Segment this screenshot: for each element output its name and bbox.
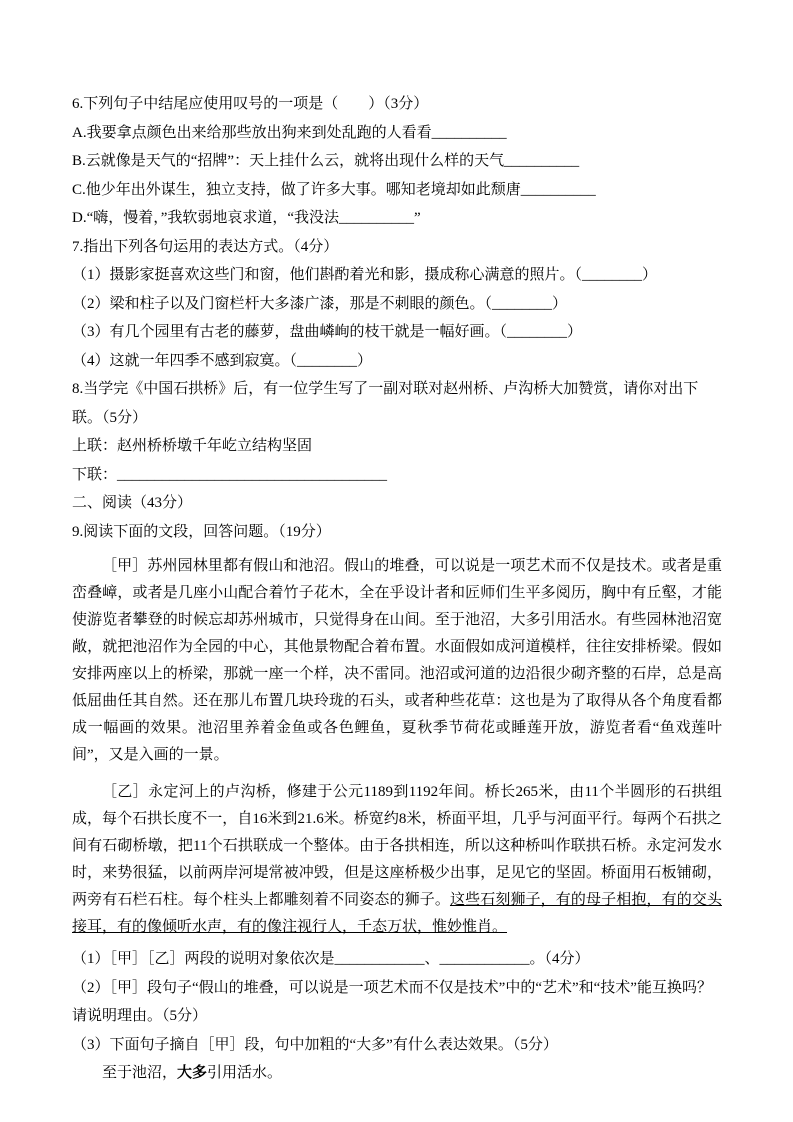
passage-yi: [72, 779, 722, 941]
question-7-item-1: （1）摄影家挺喜欢这些门和窗，他们斟酌着光和影，摄成称心满意的照片。（________）: [72, 267, 658, 283]
question-7-item-2: （2）梁和柱子以及门窗栏杆大多漆广漆，那是不刺眼的颜色。（________）: [72, 295, 568, 312]
question-6-option-b: B.云就像是天气的“招牌”：天上挂什么云，就将出现什么样的天气__________: [72, 153, 580, 169]
question-7-item-4: （4）这就一年四季不感到寂寞。（________）: [72, 352, 373, 369]
section-2-title: 二、阅读（43分）: [72, 495, 193, 511]
question-9-stem: 9.阅读下面的文段，回答问题。（19分）: [72, 523, 331, 540]
question-9-sub-2: （2）［甲］段句子“假山的堆叠，可以说是一项艺术而不仅是技术”中的“艺术”和“技术”能互换吗？请说明理由。（5分）: [72, 979, 712, 1024]
question-8-stem: 8.当学完《中国石拱桥》后，有一位学生写了一副对联对赵州桥、卢沟桥大加赞赏，请你对出下联。（5分）: [72, 381, 699, 426]
question-8-upper-couplet: 上联：赵州桥桥墩千年屹立结构坚固: [72, 438, 313, 454]
question-6-stem: 6.下列句子中结尾应使用叹号的一项是（ ）（3分）: [72, 96, 429, 112]
quote-bold-word: 大多: [177, 1065, 208, 1081]
question-6-option-a: A.我要拿点颜色出来给那些放出狗来到处乱跑的人看看__________: [72, 124, 507, 141]
passage-yi-underlined-text: 这些石刻狮子，有的母子相抱，有的交头接耳，有的像倾听水声，有的像注视行人，千态万状，惟妙惟肖。: [72, 892, 722, 935]
question-8-lower-couplet-blank: 下联：____________________________________: [72, 466, 388, 483]
question-9-sub-3-quote: [72, 1059, 722, 1088]
quote-prefix: 至于池沼，: [102, 1065, 178, 1081]
quote-suffix: 引用活水。: [207, 1065, 283, 1081]
question-9-sub-3: （3）下面句子摘自［甲］段，句中加粗的“大多”有什么表达效果。（5分）: [72, 1036, 558, 1053]
question-9-sub-1: （1）［甲］［乙］两段的说明对象依次是____________、____________。（4分）: [72, 951, 590, 967]
question-7-stem: 7.指出下列各句运用的表达方式。（4分）: [72, 238, 339, 255]
passage-yi-normal-text: ［乙］永定河上的卢沟桥，修建于公元1189到1192年间。桥长265米，由11个半圆形的石拱组成，每个石拱长度不一，自16米到21.6米。桥宽约8米，桥面平坦，几乎与河面平行。每两个石拱之间有石砌桥墩，把11个石拱联成一个整体。由于各拱相连，所以这种桥叫作联拱石桥。永定河发水时，来势很猛，以前两岸河堤常被冲毁，但是这座桥极少出事，足见它的坚固。桥面用石板铺砌，两旁有石栏石柱。每个柱头上都雕刻着不同姿态的狮子。: [72, 784, 722, 908]
question-6-option-d: D.“嗨，慢着，”我软弱地哀求道，“我没法__________”: [72, 210, 421, 226]
question-7-item-3: （3）有几个园里有古老的藤萝，盘曲嶙峋的枝干就是一幅好画。（________）: [72, 324, 583, 340]
passage-jia: ［甲］苏州园林里都有假山和池沼。假山的堆叠，可以说是一项艺术而不仅是技术。或者是重峦叠嶂，或者是几座小山配合着竹子花木，全在乎设计者和匠师们生平多阅历，胸中有丘壑，才能使游览者攀登的时候忘却苏州城市，只觉得身在山间。至于池沼，大多引用活水。有些园林池沼宽敞，就把池沼作为全园的中心，其他景物配合着布置。水面假如成河道模样，往往安排桥梁。假如安排两座以上的桥梁，那就一座一个样，决不雷同。池沼或河道的边沿很少砌齐整的石岸，总是高低屈曲任其自然。还在那儿布置几块玲珑的石头，或者种些花草：这也是为了取得从各个角度看都成一幅画的效果。池沼里养着金鱼或各色鲤鱼，夏秋季节荷花或睡莲开放，游览者看“鱼戏莲叶间”，又是入画的一景。: [72, 558, 722, 763]
question-6-option-c: C.他少年出外谋生，独立支持，做了许多大事。哪知老境却如此颓唐__________: [72, 181, 596, 198]
